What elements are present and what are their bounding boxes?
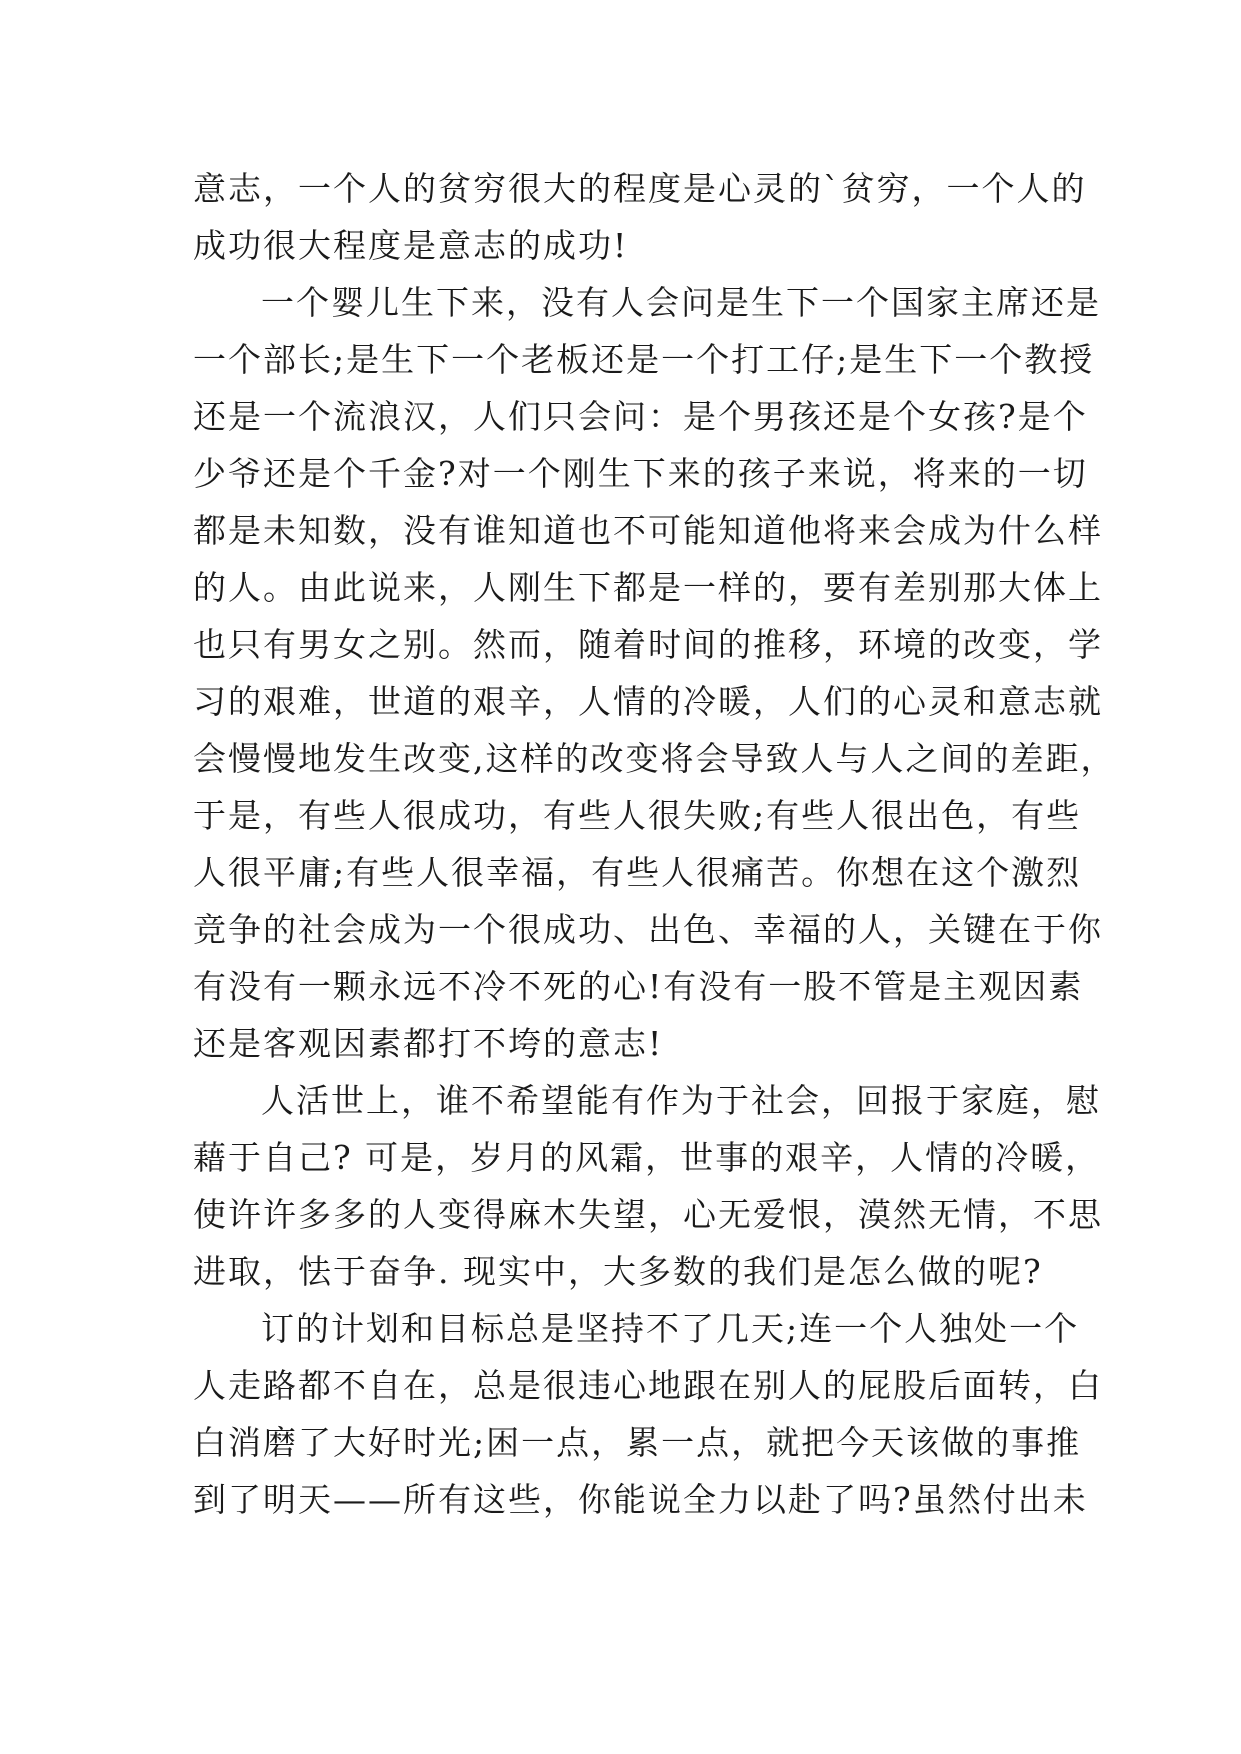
text-line: 都是未知数，没有谁知道也不可能知道他将来会成为什么样 — [193, 511, 1103, 550]
text-line: 人很平庸;有些人很幸福，有些人很痛苦。你想在这个激烈 — [193, 853, 1082, 892]
text-line: 竞争的社会成为一个很成功、出色、幸福的人，关键在于你 — [193, 910, 1103, 949]
text-line: 也只有男女之别。然而，随着时间的推移，环境的改变，学 — [193, 625, 1103, 664]
text-line: 进取，怯于奋争. 现实中，大多数的我们是怎么做的呢? — [193, 1252, 1043, 1291]
text-line: 意志，一个人的贫穷很大的程度是心灵的`贫穷，一个人的 — [193, 169, 1087, 208]
text-line: 使许许多多的人变得麻木失望，心无爱恨，漠然无情，不思 — [193, 1195, 1103, 1234]
body-text — [193, 160, 1116, 1528]
text-line: 成功很大程度是意志的成功! — [193, 226, 629, 265]
text-line: 一个婴儿生下来，没有人会问是生下一个国家主席还是 — [261, 283, 1101, 322]
text-line: 人走路都不自在，总是很违心地跟在别人的屁股后面转，白 — [193, 1366, 1103, 1405]
text-line: 白消磨了大好时光;困一点，累一点，就把今天该做的事推 — [193, 1423, 1082, 1462]
text-line: 的人。由此说来，人刚生下都是一样的，要有差别那大体上 — [193, 568, 1103, 607]
text-line: 还是客观因素都打不垮的意志! — [193, 1024, 664, 1063]
text-line: 习的艰难，世道的艰辛，人情的冷暖，人们的心灵和意志就 — [193, 682, 1103, 721]
text-line: 还是一个流浪汉，人们只会问：是个男孩还是个女孩?是个 — [193, 397, 1088, 436]
text-line: 会慢慢地发生改变,这样的改变将会导致人与人之间的差距， — [193, 739, 1116, 778]
text-line: 订的计划和目标总是坚持不了几天;连一个人独处一个 — [261, 1309, 1080, 1348]
text-line: 到了明天——所有这些，你能说全力以赴了吗?虽然付出未 — [193, 1480, 1088, 1519]
text-line: 一个部长;是生下一个老板还是一个打工仔;是生下一个教授 — [193, 340, 1095, 379]
text-line: 有没有一颗永远不冷不死的心!有没有一股不管是主观因素 — [193, 967, 1084, 1006]
text-line: 于是，有些人很成功，有些人很失败;有些人很出色，有些 — [193, 796, 1082, 835]
text-line: 少爷还是个千金?对一个刚生下来的孩子来说，将来的一切 — [193, 454, 1088, 493]
text-line: 藉于自己? 可是，岁月的风霜，世事的艰辛，人情的冷暖， — [193, 1138, 1101, 1177]
text-line: 人活世上，谁不希望能有作为于社会，回报于家庭，慰 — [261, 1081, 1101, 1120]
